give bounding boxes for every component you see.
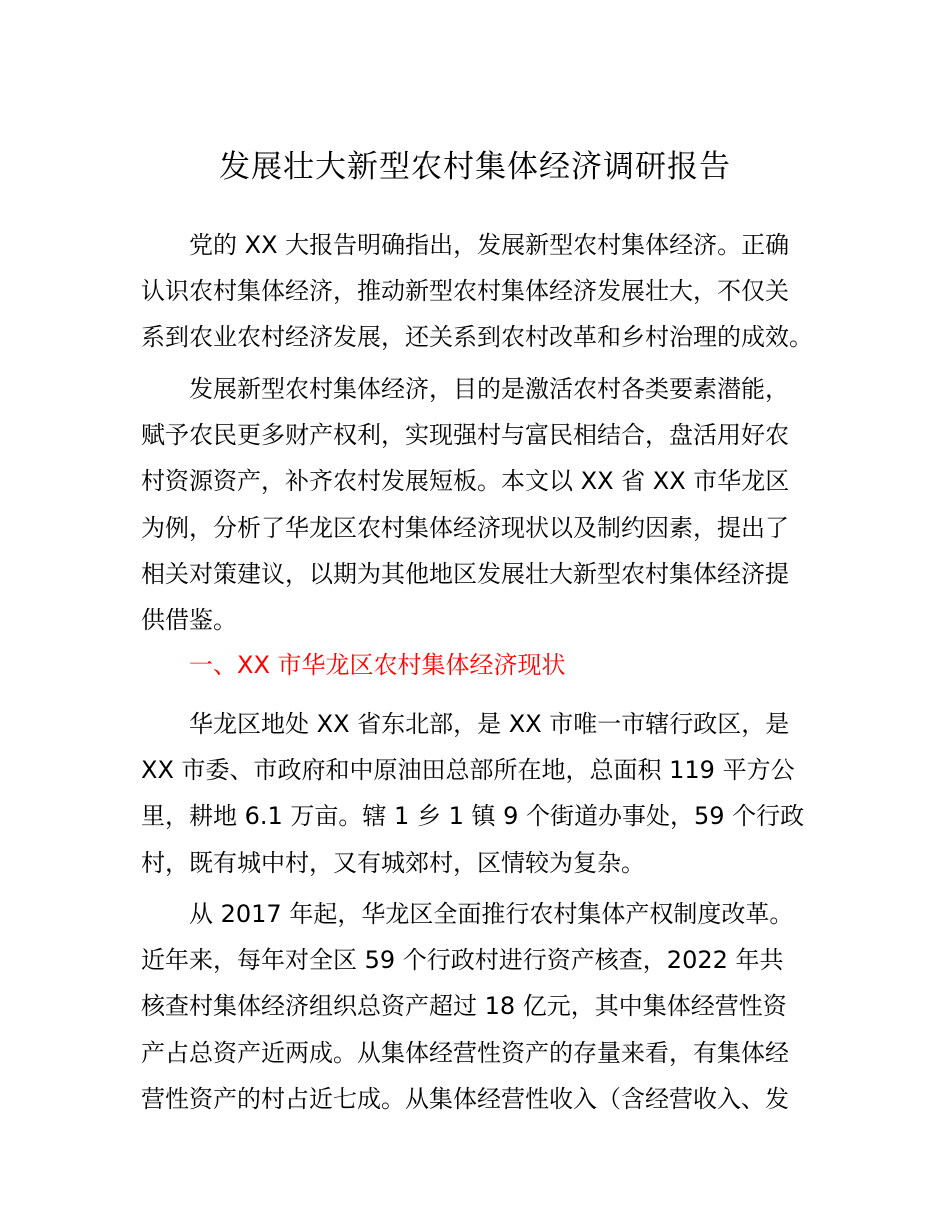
paragraph-line: 里，耕地 6.1 万亩。辖 1 乡 1 镇 9 个街道办事处，59 个行政	[141, 802, 805, 831]
paragraph-line: 村，既有城中村，又有城郊村，区情较为复杂。	[141, 848, 645, 877]
section-heading-text: 一、XX 市华龙区农村集体经济现状	[189, 651, 566, 679]
paragraph-line: 为例，分析了华龙区农村集体经济现状以及制约因素，提出了	[141, 513, 789, 542]
paragraph-line: XX 市委、市政府和中原油田总部所在地，总面积 119 平方公	[141, 756, 795, 785]
paragraph-line: 华龙区地处 XX 省东北部，是 XX 市唯一市辖行政区，是	[189, 710, 790, 738]
paragraph-line: 近年来，每年对全区 59 个行政村进行资产核查，2022 年共	[141, 946, 784, 975]
section-heading	[141, 642, 821, 688]
paragraph-line: 系到农业农村经济发展，还关系到农村改革和乡村治理的成效。	[141, 323, 813, 352]
paragraph-line: 从 2017 年起，华龙区全面推行农村集体产权制度改革。	[189, 900, 794, 928]
paragraph-line: 营性资产的村占近七成。从集体经营性收入（含经营收入、发	[141, 1084, 789, 1113]
paragraph-overview	[141, 701, 821, 886]
paragraph-line: 相关对策建议，以期为其他地区发展壮大新型农村集体经济提	[141, 559, 789, 588]
paragraph-line: 党的 XX 大报告明确指出，发展新型农村集体经济。正确	[189, 231, 790, 259]
paragraph-reform	[141, 891, 821, 1122]
paragraph-line: 村资源资产，补齐农村发展短板。本文以 XX 省 XX 市华龙区	[141, 467, 790, 496]
paragraph-line: 赋予农民更多财产权利，实现强村与富民相结合，盘活用好农	[141, 421, 789, 450]
paragraph-line: 产占总资产近两成。从集体经营性资产的存量来看，有集体经	[141, 1038, 789, 1067]
paragraph-line: 核查村集体经济组织总资产超过 18 亿元，其中集体经营性资	[141, 992, 787, 1021]
paragraph-line: 供借鉴。	[141, 606, 237, 635]
document-title: 发展壮大新型农村集体经济调研报告	[219, 149, 731, 185]
paragraph-purpose	[141, 366, 821, 643]
paragraph-line: 发展新型农村集体经济，目的是激活农村各类要素潜能，	[189, 375, 789, 403]
paragraph-intro	[141, 222, 821, 361]
paragraph-line: 认识农村集体经济，推动新型农村集体经济发展壮大，不仅关	[141, 277, 789, 306]
